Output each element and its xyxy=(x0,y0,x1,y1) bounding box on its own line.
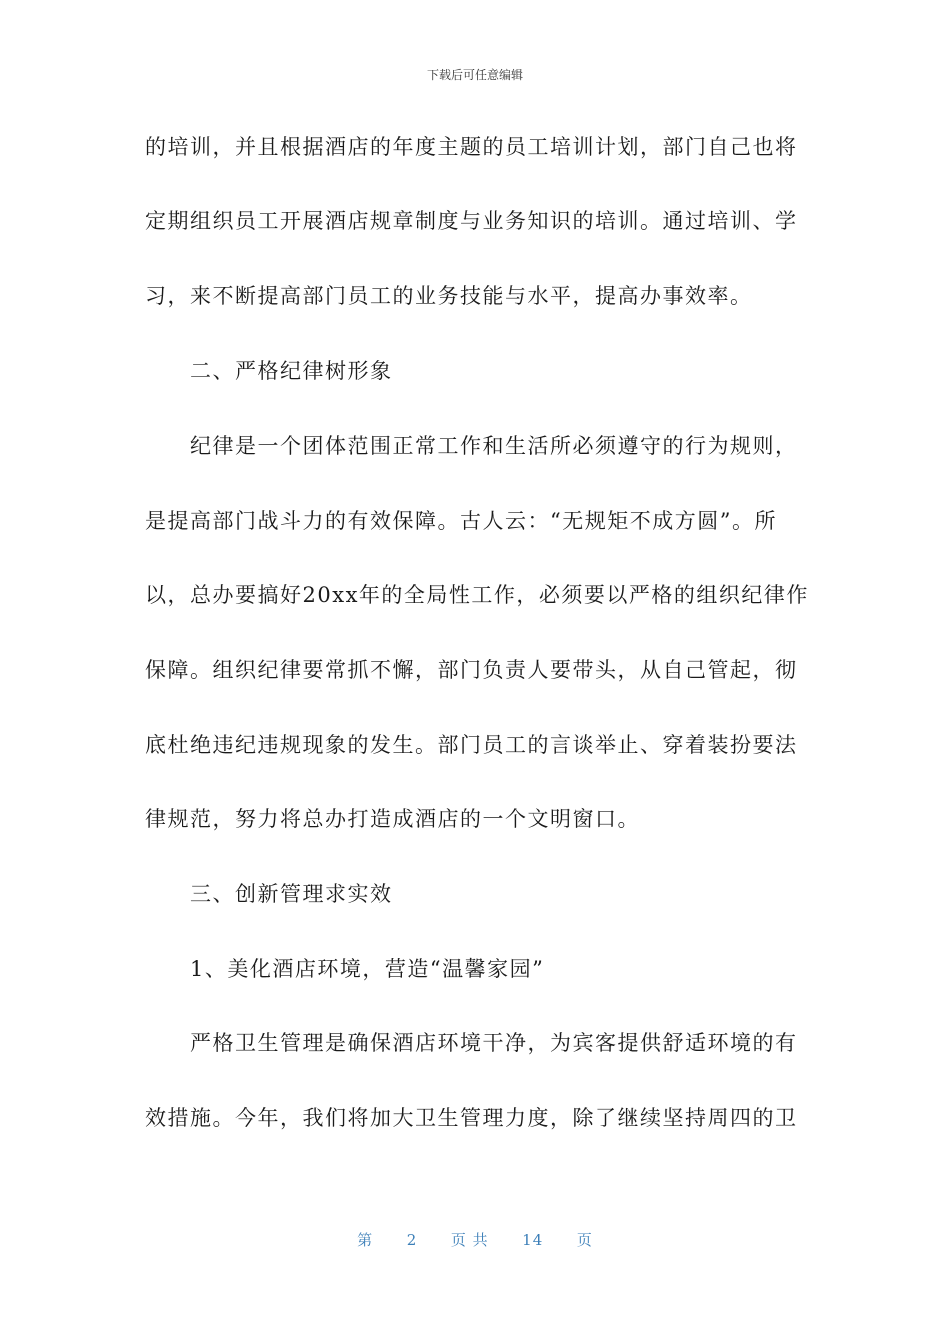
body-line-1: 的培训，并且根据酒店的年度主题的员工培训计划，部门自己也将 xyxy=(145,135,798,159)
body-line-9: 底杜绝违纪违规现象的发生。部门员工的言谈举止、穿着装扮要法 xyxy=(145,733,798,757)
footer-total-pages: 14 xyxy=(522,1231,544,1249)
footer-prefix: 第 xyxy=(357,1231,374,1249)
sub-heading-1: 1、美化酒店环境，营造“温馨家园” xyxy=(190,957,545,981)
body-line-6: 是提高部门战斗力的有效保障。古人云：“无规矩不成方圆”。所 xyxy=(145,509,777,533)
body-line-5: 纪律是一个团体范围正常工作和生活所必须遵守的行为规则， xyxy=(190,434,798,458)
page-header: 下载后可任意编辑 xyxy=(426,68,523,82)
body-line-7: 以，总办要搞好20xx年的全局性工作，必须要以严格的组织纪律作 xyxy=(145,583,809,607)
footer-suffix: 页 xyxy=(576,1231,593,1249)
page-footer xyxy=(0,1229,950,1250)
body-line-10: 律规范，努力将总办打造成酒店的一个文明窗口。 xyxy=(145,807,640,831)
body-line-3: 习，来不断提高部门员工的业务技能与水平，提高办事效率。 xyxy=(145,284,753,308)
section-heading-3: 三、创新管理求实效 xyxy=(190,882,393,906)
body-line-2: 定期组织员工开展酒店规章制度与业务知识的培训。通过培训、学 xyxy=(145,209,798,233)
body-line-13: 严格卫生管理是确保酒店环境干净，为宾客提供舒适环境的有 xyxy=(190,1031,798,1055)
body-line-14: 效措施。今年，我们将加大卫生管理力度，除了继续坚持周四的卫 xyxy=(145,1106,798,1130)
footer-middle: 页 共 xyxy=(450,1231,489,1249)
section-heading-2: 二、严格纪律树形象 xyxy=(190,359,393,383)
footer-current-page: 2 xyxy=(406,1231,418,1249)
body-line-8: 保障。组织纪律要常抓不懈，部门负责人要带头，从自己管起，彻 xyxy=(145,658,798,682)
